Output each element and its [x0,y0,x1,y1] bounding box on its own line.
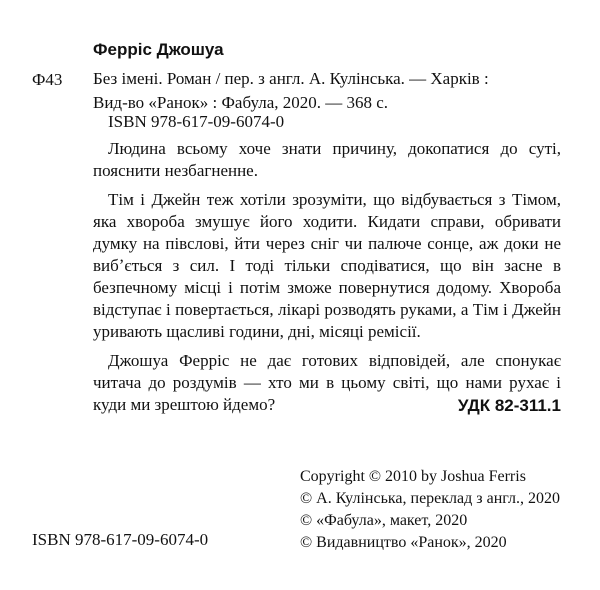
annotation-paragraph: Людина всьому хоче знати причину, докопатися до суті, пояснити незбагненне. [93,139,561,180]
copyright-line: © Видавництво «Ранок», 2020 [300,534,507,551]
copyright-line: © А. Кулінська, переклад з англ., 2020 [300,490,560,507]
copyright-line: © «Фабула», макет, 2020 [300,512,468,529]
isbn-record: ISBN 978-617-09-6074-0 [108,112,285,131]
copyright-line: Copyright © 2010 by Joshua Ferris [300,468,526,485]
bibliographic-line: Вид-во «Ранок» : Фабула, 2020. — 368 с. [93,93,389,112]
bibliographic-line: Без імені. Роман / пер. з англ. А. Кулінська. — Харків : [93,69,489,88]
bibliographic-description [93,67,561,115]
copyright-block [300,466,560,554]
annotation-paragraph: Джошуа Ферріс не дає готових відповідей, але спонукає читача до роздумів — хто ми в цьому світі, що нами рухає і куди ми зрештою йдемо? [93,351,561,414]
annotation [93,138,561,423]
isbn-bottom: ISBN 978-617-09-6074-0 [32,530,209,549]
udk-code: УДК 82-311.1 [457,396,561,415]
annotation-paragraph: Тім і Джейн теж хотіли зрозуміти, що відбувається з Тімом, яка хвороба змушує його ходити. Кидати справи, обривати думку на півслові, йти через сніг чи палюче сонце, аж доки не вибʼється з сил. І тоді тільки сподіватися, що він засне в безпечному місці і потім зможе повернутися додому. Хвороба відступає і повертається, лікарі розводять руками, а Тім і Джейн уривають щасливі години, дні, місяці ремісії. [93,190,561,341]
classification-code: Ф43 [32,70,63,89]
author-name: Ферріс Джошуа [93,40,224,59]
